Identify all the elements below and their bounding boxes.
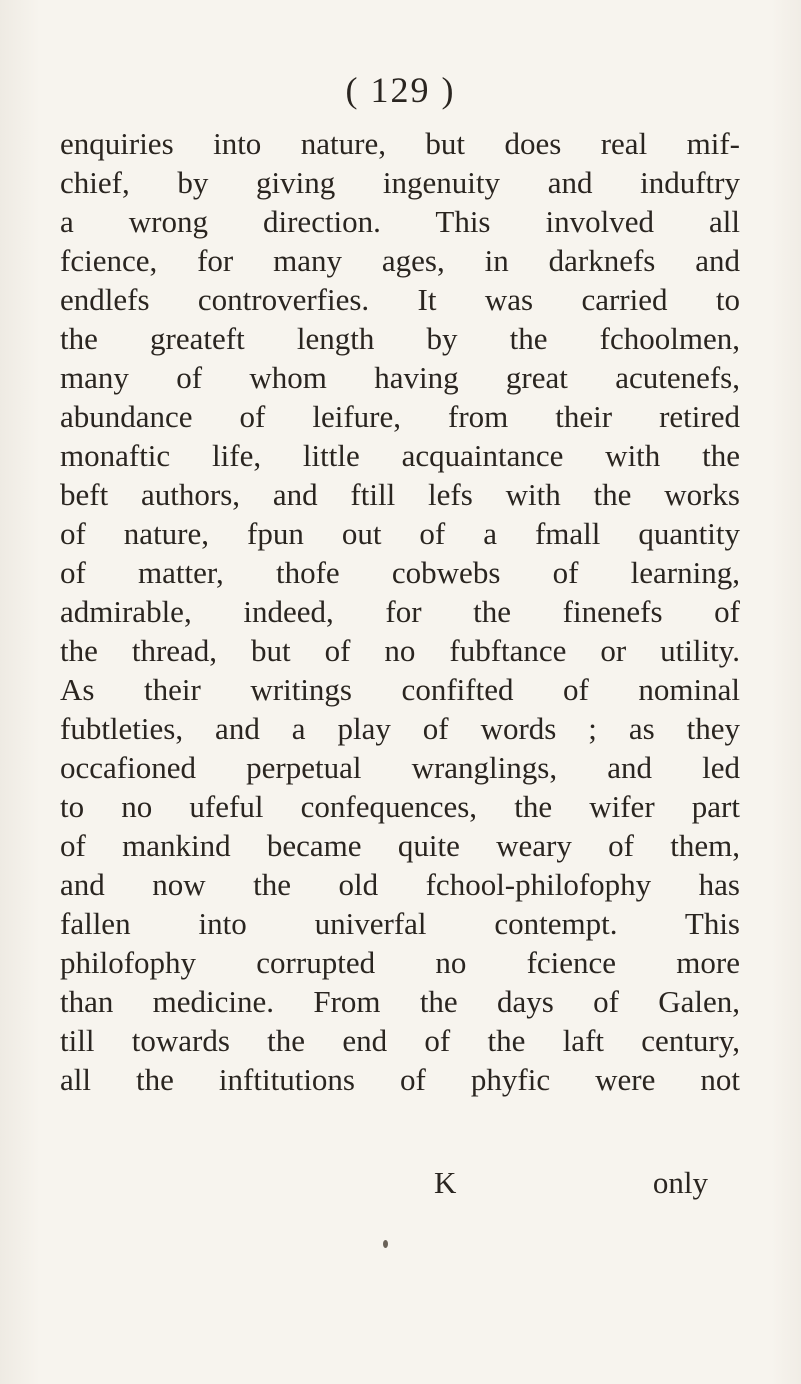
text-line: fcience, for many ages, in darknefs and bbox=[60, 243, 740, 278]
text-line: philofophy corrupted no fcience more bbox=[60, 945, 740, 980]
text-line: fubtleties, and a play of words ; as they bbox=[60, 711, 740, 746]
text-line: beft authors, and ftill lefs with the works bbox=[60, 477, 740, 512]
text-line: the thread, but of no fubftance or utility. bbox=[60, 633, 740, 668]
text-line: and now the old fchool-philofophy has bbox=[60, 867, 740, 902]
text-line: of nature, fpun out of a fmall quantity bbox=[60, 516, 740, 551]
body-text bbox=[60, 124, 740, 1099]
text-line: chief, by giving ingenuity and induftry bbox=[60, 165, 740, 200]
text-line: As their writings confifted of nominal bbox=[60, 672, 740, 707]
text-line: admirable, indeed, for the finenefs of bbox=[60, 594, 740, 629]
text-line: a wrong direction. This involved all bbox=[60, 204, 740, 239]
text-line: all the inftitutions of phyfic were not bbox=[60, 1062, 740, 1097]
catchword: only bbox=[652, 1165, 708, 1200]
text-line: of matter, thofe cobwebs of learning, bbox=[60, 555, 740, 590]
ink-speck bbox=[383, 1240, 388, 1248]
text-line: abundance of leifure, from their retired bbox=[60, 399, 740, 434]
text-line: till towards the end of the laft century, bbox=[60, 1023, 740, 1058]
text-line: to no ufeful confequences, the wifer part bbox=[60, 789, 740, 824]
text-line: occafioned perpetual wranglings, and led bbox=[60, 750, 740, 785]
signature-mark: K bbox=[434, 1165, 457, 1200]
text-line: many of whom having great acutenefs, bbox=[60, 360, 740, 395]
page-number: ( 129 ) bbox=[345, 70, 456, 110]
text-line: the greateft length by the fchoolmen, bbox=[60, 321, 740, 356]
text-line: fallen into univerfal contempt. This bbox=[60, 906, 740, 941]
text-line: endlefs controverfies. It was carried to bbox=[60, 282, 740, 317]
text-line: monaftic life, little acquaintance with the bbox=[60, 438, 740, 473]
footer-line bbox=[60, 1163, 740, 1203]
text-line: than medicine. From the days of Galen, bbox=[60, 984, 740, 1019]
text-line: of mankind became quite weary of them, bbox=[60, 828, 740, 863]
text-line: enquiries into nature, but does real mif- bbox=[60, 126, 740, 161]
